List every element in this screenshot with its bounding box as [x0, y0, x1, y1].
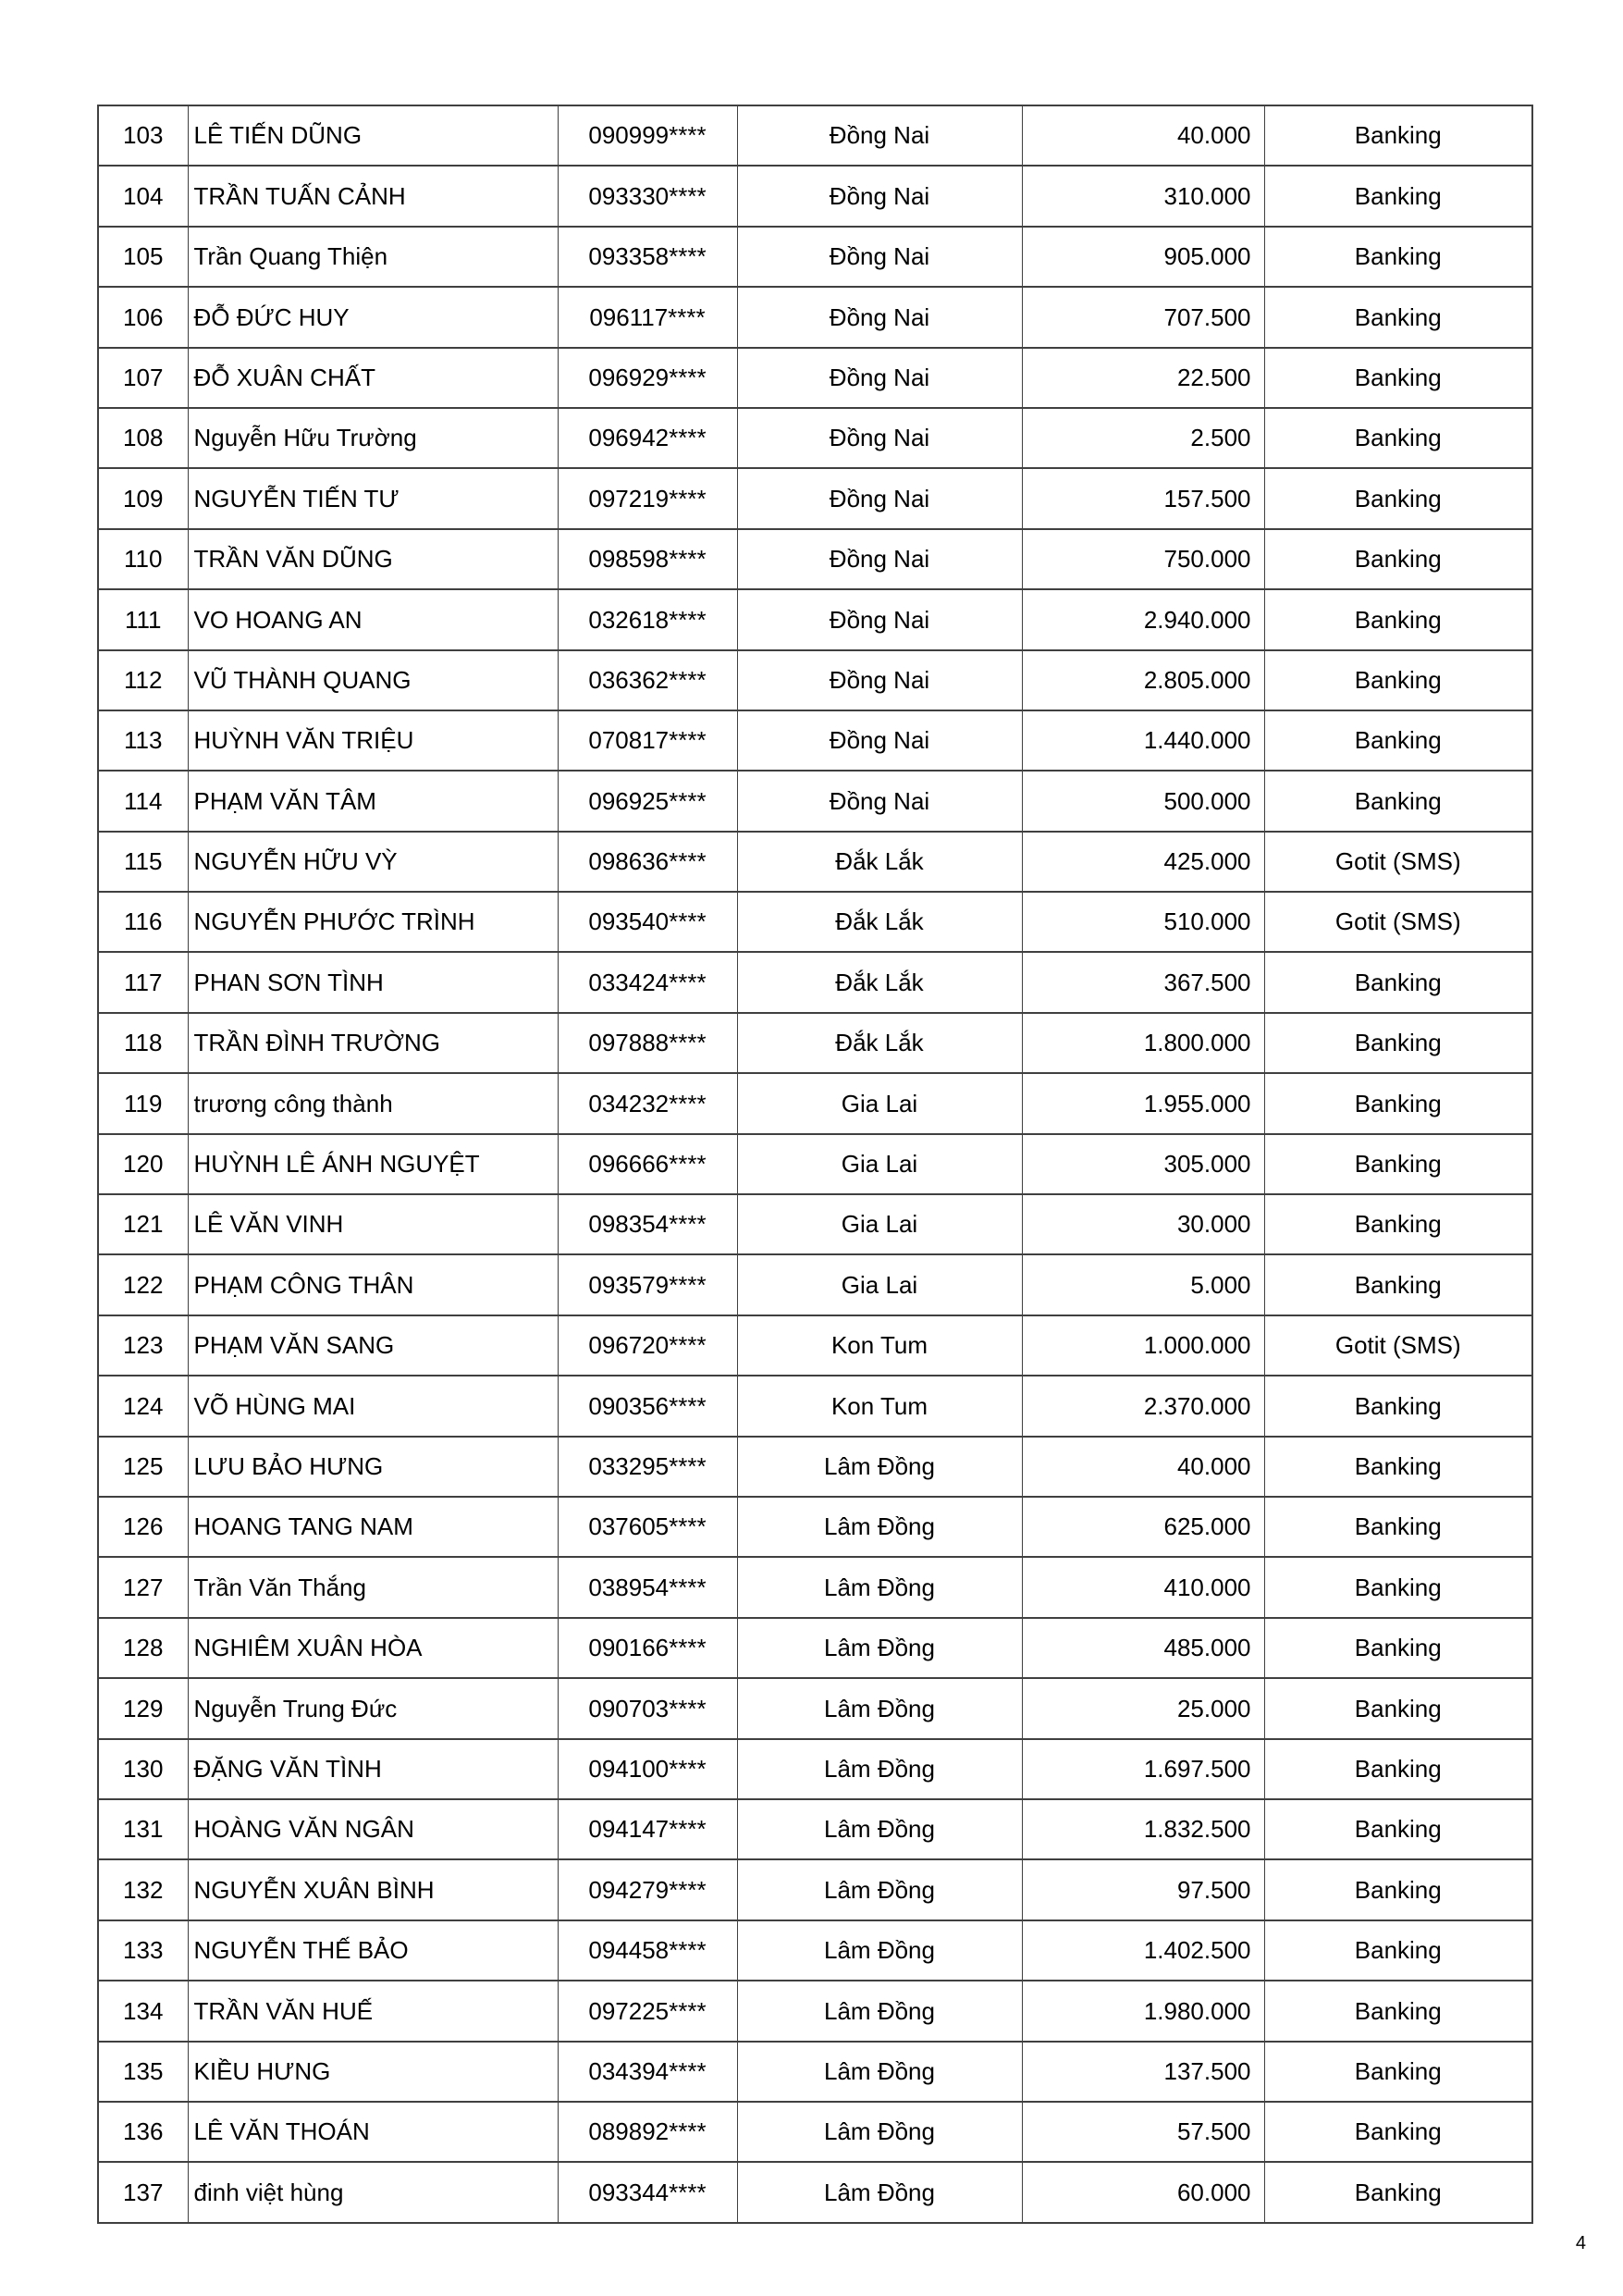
row-number: 119 — [98, 1073, 188, 1133]
row-number: 134 — [98, 1981, 188, 2041]
row-number: 118 — [98, 1013, 188, 1073]
payment-method: Banking — [1264, 589, 1532, 649]
phone-masked: 034232**** — [558, 1073, 737, 1133]
amount: 1.800.000 — [1022, 1013, 1264, 1073]
table-row — [98, 105, 1532, 166]
payment-method: Banking — [1264, 1013, 1532, 1073]
table-row — [98, 1920, 1532, 1981]
table-row — [98, 892, 1532, 952]
province: Đắk Lắk — [737, 832, 1022, 892]
row-number: 103 — [98, 105, 188, 166]
payment-method: Gotit (SMS) — [1264, 892, 1532, 952]
payment-method: Banking — [1264, 1194, 1532, 1254]
phone-masked: 097219**** — [558, 468, 737, 528]
row-number: 107 — [98, 348, 188, 408]
amount: 1.402.500 — [1022, 1920, 1264, 1981]
payment-method: Banking — [1264, 287, 1532, 347]
winner-name: NGHIÊM XUÂN HÒA — [188, 1618, 558, 1678]
phone-masked: 096929**** — [558, 348, 737, 408]
phone-masked: 036362**** — [558, 650, 737, 710]
phone-masked: 090356**** — [558, 1376, 737, 1436]
winners-table-body — [98, 105, 1532, 2223]
province: Đồng Nai — [737, 408, 1022, 468]
province: Đắk Lắk — [737, 952, 1022, 1012]
winner-name: Nguyễn Trung Đức — [188, 1678, 558, 1738]
row-number: 135 — [98, 2042, 188, 2102]
province: Đồng Nai — [737, 105, 1022, 166]
province: Lâm Đồng — [737, 1739, 1022, 1799]
winner-name: TRẦN ĐÌNH TRƯỜNG — [188, 1013, 558, 1073]
winners-table — [97, 105, 1533, 2224]
payment-method: Banking — [1264, 1981, 1532, 2041]
row-number: 105 — [98, 227, 188, 287]
payment-method: Gotit (SMS) — [1264, 832, 1532, 892]
amount: 60.000 — [1022, 2162, 1264, 2222]
payment-method: Banking — [1264, 1254, 1532, 1315]
table-row — [98, 2162, 1532, 2222]
row-number: 106 — [98, 287, 188, 347]
winner-name: NGUYỄN HỮU VỲ — [188, 832, 558, 892]
phone-masked: 096925**** — [558, 771, 737, 831]
province: Lâm Đồng — [737, 1437, 1022, 1497]
province: Đồng Nai — [737, 227, 1022, 287]
phone-masked: 094147**** — [558, 1799, 737, 1859]
table-row — [98, 1497, 1532, 1557]
province: Đồng Nai — [737, 348, 1022, 408]
table-row — [98, 1073, 1532, 1133]
phone-masked: 097888**** — [558, 1013, 737, 1073]
province: Lâm Đồng — [737, 2102, 1022, 2162]
table-row — [98, 1315, 1532, 1376]
table-row — [98, 1194, 1532, 1254]
amount: 5.000 — [1022, 1254, 1264, 1315]
amount: 157.500 — [1022, 468, 1264, 528]
phone-masked: 033424**** — [558, 952, 737, 1012]
row-number: 127 — [98, 1557, 188, 1617]
winner-name: PHẠM VĂN SANG — [188, 1315, 558, 1376]
payment-method: Banking — [1264, 1739, 1532, 1799]
row-number: 124 — [98, 1376, 188, 1436]
winner-name: HUỲNH VĂN TRIỆU — [188, 710, 558, 771]
payment-method: Banking — [1264, 1799, 1532, 1859]
phone-masked: 093579**** — [558, 1254, 737, 1315]
phone-masked: 093344**** — [558, 2162, 737, 2222]
phone-masked: 098598**** — [558, 529, 737, 589]
row-number: 109 — [98, 468, 188, 528]
table-row — [98, 589, 1532, 649]
phone-masked: 090166**** — [558, 1618, 737, 1678]
winner-name: PHẠM CÔNG THÂN — [188, 1254, 558, 1315]
amount: 1.980.000 — [1022, 1981, 1264, 2041]
province: Lâm Đồng — [737, 1920, 1022, 1981]
phone-masked: 098354**** — [558, 1194, 737, 1254]
payment-method: Banking — [1264, 529, 1532, 589]
payment-method: Gotit (SMS) — [1264, 1315, 1532, 1376]
table-row — [98, 348, 1532, 408]
table-row — [98, 529, 1532, 589]
table-row — [98, 1254, 1532, 1315]
winner-name: Trần Văn Thắng — [188, 1557, 558, 1617]
table-row — [98, 1134, 1532, 1194]
payment-method: Banking — [1264, 2042, 1532, 2102]
payment-method: Banking — [1264, 1437, 1532, 1497]
province: Lâm Đồng — [737, 1981, 1022, 2041]
province: Đồng Nai — [737, 529, 1022, 589]
winner-name: HOÀNG VĂN NGÂN — [188, 1799, 558, 1859]
table-row — [98, 2042, 1532, 2102]
province: Đồng Nai — [737, 771, 1022, 831]
phone-masked: 093358**** — [558, 227, 737, 287]
amount: 510.000 — [1022, 892, 1264, 952]
phone-masked: 093330**** — [558, 166, 737, 226]
winner-name: HUỲNH LÊ ÁNH NGUYỆT — [188, 1134, 558, 1194]
winner-name: NGUYỄN THẾ BẢO — [188, 1920, 558, 1981]
phone-masked: 094279**** — [558, 1859, 737, 1920]
row-number: 129 — [98, 1678, 188, 1738]
province: Lâm Đồng — [737, 1799, 1022, 1859]
winner-name: VO HOANG AN — [188, 589, 558, 649]
province: Gia Lai — [737, 1254, 1022, 1315]
winner-name: LÊ VĂN VINH — [188, 1194, 558, 1254]
province: Đắk Lắk — [737, 892, 1022, 952]
payment-method: Banking — [1264, 1134, 1532, 1194]
row-number: 131 — [98, 1799, 188, 1859]
phone-masked: 090999**** — [558, 105, 737, 166]
phone-masked: 032618**** — [558, 589, 737, 649]
winner-name: ĐỖ XUÂN CHẤT — [188, 348, 558, 408]
phone-masked: 098636**** — [558, 832, 737, 892]
amount: 425.000 — [1022, 832, 1264, 892]
amount: 410.000 — [1022, 1557, 1264, 1617]
phone-masked: 089892**** — [558, 2102, 737, 2162]
table-row — [98, 710, 1532, 771]
phone-masked: 097225**** — [558, 1981, 737, 2041]
payment-method: Banking — [1264, 1920, 1532, 1981]
winner-name: Trần Quang Thiện — [188, 227, 558, 287]
phone-masked: 093540**** — [558, 892, 737, 952]
winner-name: đinh việt hùng — [188, 2162, 558, 2222]
winner-name: TRẦN TUẤN CẢNH — [188, 166, 558, 226]
phone-masked: 096666**** — [558, 1134, 737, 1194]
province: Gia Lai — [737, 1194, 1022, 1254]
winner-name: LÊ VĂN THOÁN — [188, 2102, 558, 2162]
amount: 750.000 — [1022, 529, 1264, 589]
province: Lâm Đồng — [737, 2042, 1022, 2102]
province: Đồng Nai — [737, 650, 1022, 710]
table-row — [98, 1859, 1532, 1920]
province: Lâm Đồng — [737, 1497, 1022, 1557]
province: Đồng Nai — [737, 589, 1022, 649]
payment-method: Banking — [1264, 1497, 1532, 1557]
amount: 1.697.500 — [1022, 1739, 1264, 1799]
province: Lâm Đồng — [737, 2162, 1022, 2222]
row-number: 125 — [98, 1437, 188, 1497]
payment-method: Banking — [1264, 1678, 1532, 1738]
phone-masked: 094458**** — [558, 1920, 737, 1981]
province: Lâm Đồng — [737, 1618, 1022, 1678]
table-row — [98, 1799, 1532, 1859]
winner-name: VÕ HÙNG MAI — [188, 1376, 558, 1436]
winner-name: NGUYỄN XUÂN BÌNH — [188, 1859, 558, 1920]
amount: 40.000 — [1022, 1437, 1264, 1497]
payment-method: Banking — [1264, 468, 1532, 528]
payment-method: Banking — [1264, 2102, 1532, 2162]
winner-name: LÊ TIẾN DŨNG — [188, 105, 558, 166]
row-number: 116 — [98, 892, 188, 952]
phone-masked: 090703**** — [558, 1678, 737, 1738]
row-number: 132 — [98, 1859, 188, 1920]
amount: 707.500 — [1022, 287, 1264, 347]
payment-method: Banking — [1264, 771, 1532, 831]
province: Kon Tum — [737, 1315, 1022, 1376]
table-row — [98, 227, 1532, 287]
amount: 2.370.000 — [1022, 1376, 1264, 1436]
payment-method: Banking — [1264, 1859, 1532, 1920]
payment-method: Banking — [1264, 1557, 1532, 1617]
phone-masked: 034394**** — [558, 2042, 737, 2102]
winner-name: PHAN SƠN TÌNH — [188, 952, 558, 1012]
payment-method: Banking — [1264, 1618, 1532, 1678]
payment-method: Banking — [1264, 650, 1532, 710]
table-row — [98, 1618, 1532, 1678]
winner-name: VŨ THÀNH QUANG — [188, 650, 558, 710]
phone-masked: 096942**** — [558, 408, 737, 468]
amount: 1.440.000 — [1022, 710, 1264, 771]
table-row — [98, 408, 1532, 468]
winner-name: LƯU BẢO HƯNG — [188, 1437, 558, 1497]
amount: 2.940.000 — [1022, 589, 1264, 649]
winner-name: Nguyễn Hữu Trường — [188, 408, 558, 468]
winner-name: PHẠM VĂN TÂM — [188, 771, 558, 831]
phone-masked: 038954**** — [558, 1557, 737, 1617]
table-row — [98, 166, 1532, 226]
payment-method: Banking — [1264, 710, 1532, 771]
phone-masked: 096720**** — [558, 1315, 737, 1376]
amount: 2.500 — [1022, 408, 1264, 468]
payment-method: Banking — [1264, 408, 1532, 468]
table-row — [98, 952, 1532, 1012]
table-row — [98, 1739, 1532, 1799]
row-number: 120 — [98, 1134, 188, 1194]
amount: 1.832.500 — [1022, 1799, 1264, 1859]
payment-method: Banking — [1264, 105, 1532, 166]
province: Lâm Đồng — [737, 1557, 1022, 1617]
table-row — [98, 1376, 1532, 1436]
row-number: 114 — [98, 771, 188, 831]
row-number: 115 — [98, 832, 188, 892]
table-row — [98, 832, 1532, 892]
winner-name: NGUYỄN PHƯỚC TRÌNH — [188, 892, 558, 952]
payment-method: Banking — [1264, 166, 1532, 226]
winner-name: TRẦN VĂN HUẾ — [188, 1981, 558, 2041]
winner-name: HOANG TANG NAM — [188, 1497, 558, 1557]
phone-masked: 096117**** — [558, 287, 737, 347]
row-number: 121 — [98, 1194, 188, 1254]
province: Đồng Nai — [737, 710, 1022, 771]
row-number: 122 — [98, 1254, 188, 1315]
row-number: 112 — [98, 650, 188, 710]
amount: 905.000 — [1022, 227, 1264, 287]
row-number: 133 — [98, 1920, 188, 1981]
amount: 625.000 — [1022, 1497, 1264, 1557]
row-number: 130 — [98, 1739, 188, 1799]
amount: 22.500 — [1022, 348, 1264, 408]
amount: 30.000 — [1022, 1194, 1264, 1254]
table-row — [98, 1557, 1532, 1617]
phone-masked: 094100**** — [558, 1739, 737, 1799]
table-row — [98, 1981, 1532, 2041]
winner-name: trương công thành — [188, 1073, 558, 1133]
province: Đồng Nai — [737, 166, 1022, 226]
amount: 25.000 — [1022, 1678, 1264, 1738]
payment-method: Banking — [1264, 2162, 1532, 2222]
phone-masked: 070817**** — [558, 710, 737, 771]
payment-method: Banking — [1264, 348, 1532, 408]
row-number: 136 — [98, 2102, 188, 2162]
amount: 500.000 — [1022, 771, 1264, 831]
table-row — [98, 650, 1532, 710]
row-number: 137 — [98, 2162, 188, 2222]
amount: 485.000 — [1022, 1618, 1264, 1678]
winner-name: TRẦN VĂN DŨNG — [188, 529, 558, 589]
amount: 2.805.000 — [1022, 650, 1264, 710]
table-row — [98, 1678, 1532, 1738]
table-row — [98, 468, 1532, 528]
province: Lâm Đồng — [737, 1859, 1022, 1920]
amount: 137.500 — [1022, 2042, 1264, 2102]
winner-name: KIỀU HƯNG — [188, 2042, 558, 2102]
amount: 1.955.000 — [1022, 1073, 1264, 1133]
amount: 97.500 — [1022, 1859, 1264, 1920]
amount: 305.000 — [1022, 1134, 1264, 1194]
row-number: 108 — [98, 408, 188, 468]
row-number: 117 — [98, 952, 188, 1012]
phone-masked: 037605**** — [558, 1497, 737, 1557]
amount: 310.000 — [1022, 166, 1264, 226]
winner-name: NGUYỄN TIẾN TƯ — [188, 468, 558, 528]
province: Gia Lai — [737, 1134, 1022, 1194]
province: Đắk Lắk — [737, 1013, 1022, 1073]
page-number: 4 — [1575, 2233, 1586, 2253]
payment-method: Banking — [1264, 227, 1532, 287]
amount: 57.500 — [1022, 2102, 1264, 2162]
province: Kon Tum — [737, 1376, 1022, 1436]
row-number: 110 — [98, 529, 188, 589]
winner-name: ĐẶNG VĂN TÌNH — [188, 1739, 558, 1799]
winner-name: ĐỖ ĐỨC HUY — [188, 287, 558, 347]
payment-method: Banking — [1264, 1376, 1532, 1436]
row-number: 113 — [98, 710, 188, 771]
row-number: 123 — [98, 1315, 188, 1376]
row-number: 104 — [98, 166, 188, 226]
phone-masked: 033295**** — [558, 1437, 737, 1497]
table-row — [98, 2102, 1532, 2162]
amount: 367.500 — [1022, 952, 1264, 1012]
row-number: 126 — [98, 1497, 188, 1557]
payment-method: Banking — [1264, 1073, 1532, 1133]
province: Đồng Nai — [737, 287, 1022, 347]
table-row — [98, 1437, 1532, 1497]
amount: 1.000.000 — [1022, 1315, 1264, 1376]
table-row — [98, 1013, 1532, 1073]
province: Đồng Nai — [737, 468, 1022, 528]
amount: 40.000 — [1022, 105, 1264, 166]
row-number: 128 — [98, 1618, 188, 1678]
row-number: 111 — [98, 589, 188, 649]
province: Gia Lai — [737, 1073, 1022, 1133]
province: Lâm Đồng — [737, 1678, 1022, 1738]
payment-method: Banking — [1264, 952, 1532, 1012]
table-row — [98, 287, 1532, 347]
table-row — [98, 771, 1532, 831]
